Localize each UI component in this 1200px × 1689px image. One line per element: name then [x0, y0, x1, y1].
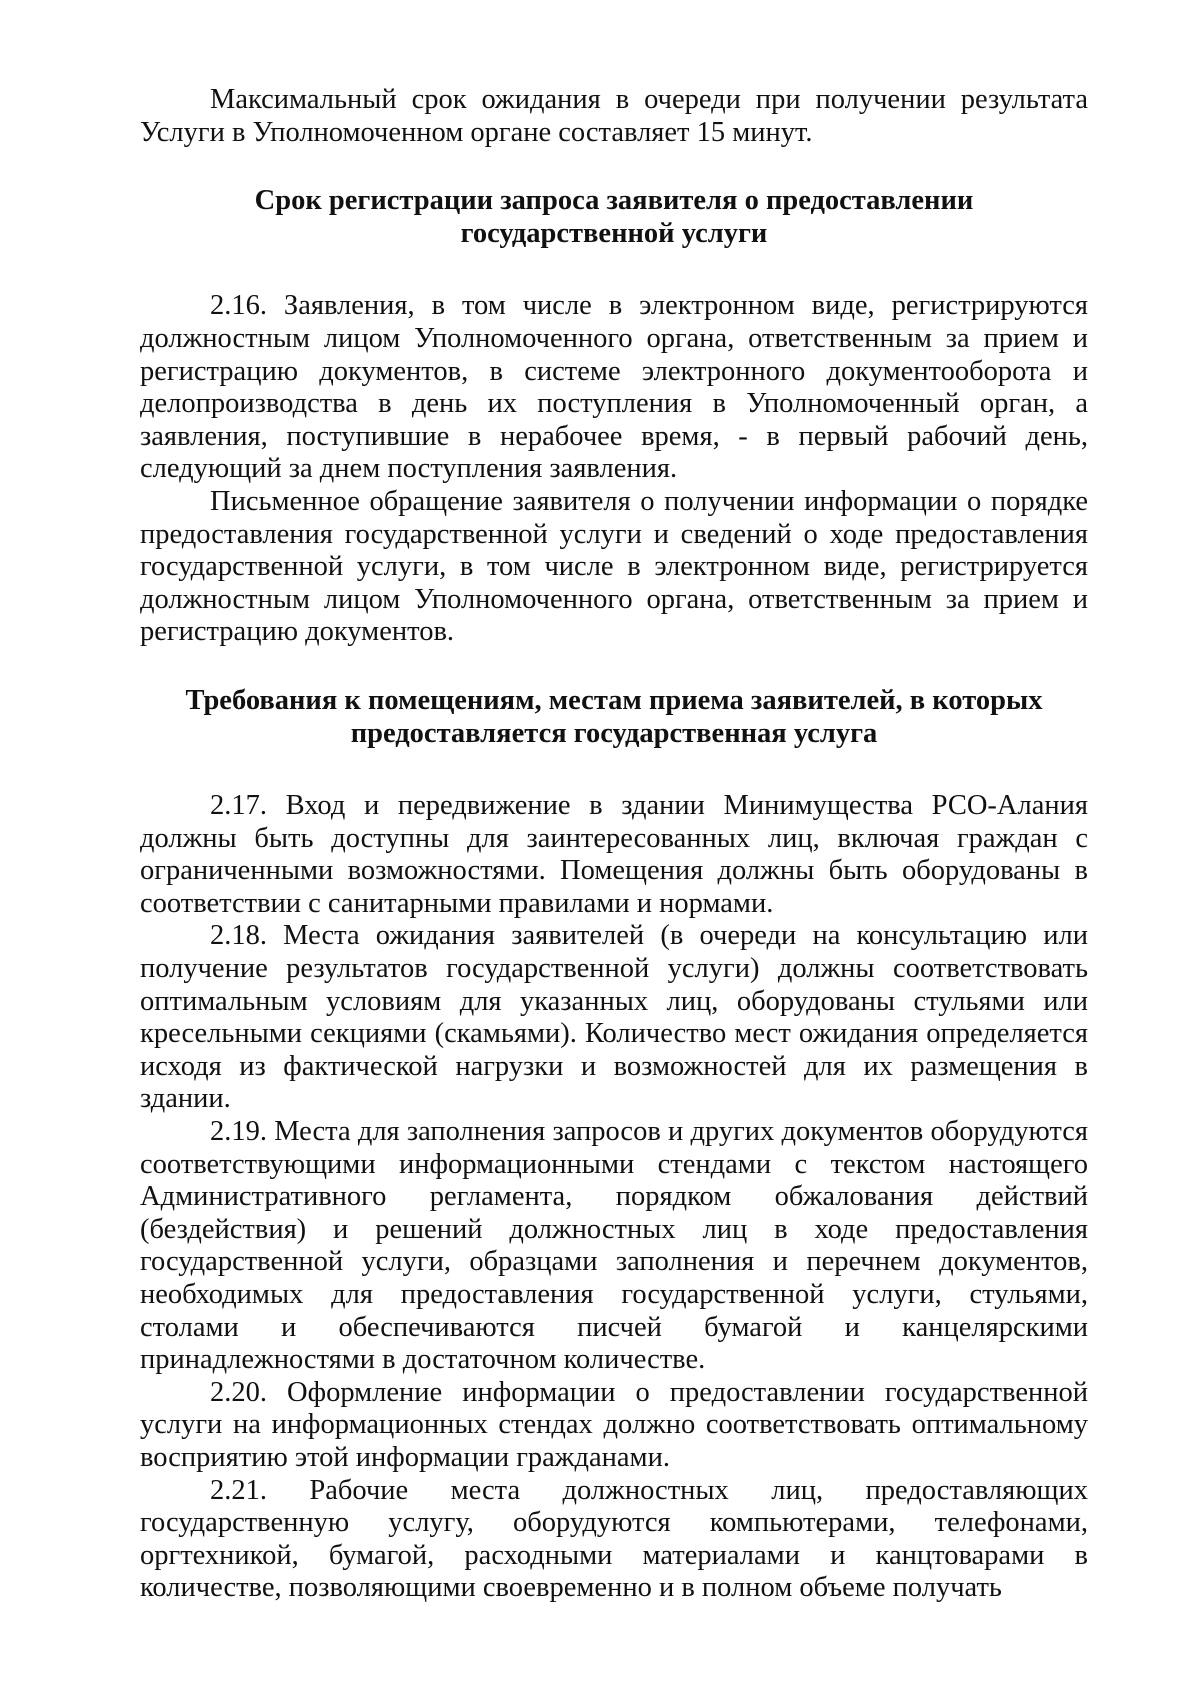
section-heading-registration: Срок регистрации запроса заявителя о предоставлении государственной услуги — [254, 185, 974, 249]
paragraph-written-request: Письменное обращение заявителя о получении информации о порядке предоставления государственной услуги и сведений о ходе предоставления государственной услуги, в том числе в электронном виде, регистрируется должностным лицом Уполномоченного органа, ответственным за прием и регистрацию документов. — [140, 485, 1088, 648]
paragraph-2-21: 2.21. Рабочие места должностных лиц, предоставляющих государственную услугу, оборудуются компьютерами, телефонами, оргтехникой, бумагой, расходными материалами и канцтоварами в количестве, позволяющими своевременно и в полном объеме получать — [140, 1474, 1088, 1604]
paragraph-2-20: 2.20. Оформление информации о предоставлении государственной услуги на информационных стендах должно соответствовать оптимальному восприятию этой информации гражданами. — [140, 1376, 1088, 1473]
paragraph-2-16: 2.16. Заявления, в том числе в электронном виде, регистрируются должностным лицом Уполномоченного органа, ответственным за прием и регистрацию документов, в системе электронного документооборота и делопроизводства в день их поступления в Уполномоченный орган, а заявления, поступившие в нерабочее время, - в первый рабочий день, следующий за днем поступления заявления. — [140, 290, 1088, 485]
paragraph-2-19: 2.19. Места для заполнения запросов и других документов оборудуются соответствующими информационными стендами с текстом настоящего Административного регламента, порядком обжалования действий (бездействия) и решений должностных лиц в ходе предоставления государственной услуги, образцами заполнения и перечнем документов, необходимых для предоставления государственной услуги, стульями, столами и обеспечиваются писчей бумагой и канцелярскими принадлежностями в достаточном количестве. — [140, 1116, 1088, 1376]
paragraph-waiting-time: Максимальный срок ожидания в очереди при получении результата Услуги в Уполномоченном органе составляет 15 минут. — [140, 84, 1088, 148]
section-heading-premises: Требования к помещениям, местам приема заявителей, в которых предоставляется государственная услуга — [185, 684, 1043, 749]
paragraph-2-17: 2.17. Вход и передвижение в здании Минимущества РСО-Алания должны быть доступны для заинтересованных лиц, включая граждан с ограниченными возможностями. Помещения должны быть оборудованы в соответствии с санитарными правилами и нормами. — [140, 790, 1088, 919]
paragraph-2-18: 2.18. Места ожидания заявителей (в очереди на консультацию или получение результатов государственной услуги) должны соответствовать оптимальным условиям для указанных лиц, оборудованы стульями или кресельными секциями (скамьями). Количество мест ожидания определяется исходя из фактической нагрузки и возможностей для их размещения в здании. — [140, 920, 1088, 1115]
document-page — [140, 84, 1088, 1605]
